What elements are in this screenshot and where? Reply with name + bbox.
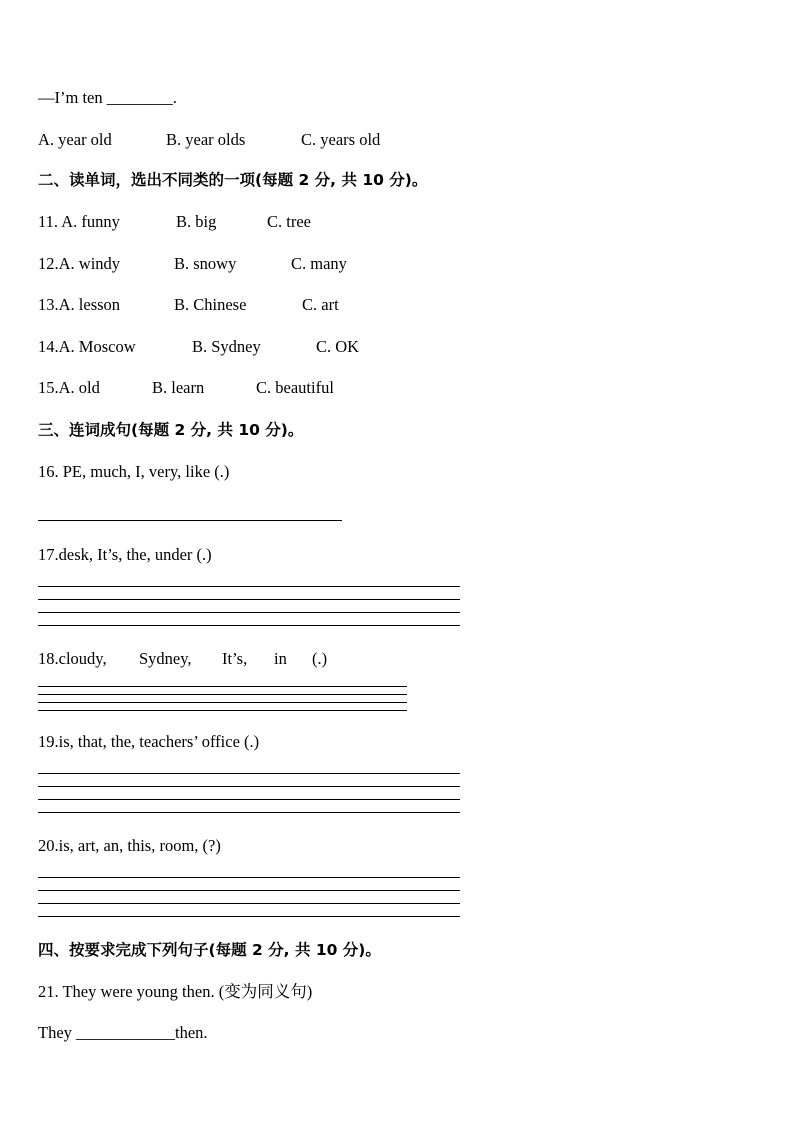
question-15 xyxy=(38,378,334,398)
answer-line xyxy=(38,916,460,917)
option-a: 15.A. old xyxy=(38,378,100,397)
option-c: C. tree xyxy=(267,212,311,231)
question-20: 20.is, art, an, this, room, (?) xyxy=(38,836,221,855)
option-a: 13.A. lesson xyxy=(38,295,121,314)
option-a: 11. A. funny xyxy=(38,212,120,231)
question-14 xyxy=(38,337,359,357)
question-18 xyxy=(38,649,327,669)
answer-line xyxy=(38,586,460,587)
answer-line xyxy=(38,520,342,521)
option-b: B. Chinese xyxy=(174,295,247,314)
answer-line xyxy=(38,812,460,813)
option-c: C. art xyxy=(302,295,339,314)
option-a: 14.A. Moscow xyxy=(38,337,136,356)
section-3-title: 三、连词成句(每题 2 分, 共 10 分)。 xyxy=(38,421,304,439)
question-17: 17.desk, It’s, the, under (.) xyxy=(38,545,212,564)
question-19: 19.is, that, the, teachers’ office (.) xyxy=(38,732,260,751)
answer-line xyxy=(38,773,460,774)
answer-line xyxy=(38,694,407,695)
question-11 xyxy=(38,212,311,232)
word: in xyxy=(274,649,287,668)
option-c: C. beautiful xyxy=(256,378,334,397)
option-c: C. years old xyxy=(301,130,381,149)
option-a: 12.A. windy xyxy=(38,254,121,273)
question-21: 21. They were young then. (变为同义句) xyxy=(38,982,313,1001)
option-b: B. learn xyxy=(152,378,205,397)
answer-line xyxy=(38,903,460,904)
answer-line xyxy=(38,710,407,711)
option-a: A. year old xyxy=(38,130,112,149)
answer-line xyxy=(38,877,460,878)
answer-line xyxy=(38,612,460,613)
word: It’s, xyxy=(222,649,248,668)
question-12 xyxy=(38,254,347,274)
answer-line xyxy=(38,686,407,687)
question-10-options xyxy=(38,130,380,150)
option-b: B. big xyxy=(176,212,217,231)
option-c: C. OK xyxy=(316,337,360,356)
option-b: B. year olds xyxy=(166,130,246,149)
answer-line xyxy=(38,625,460,626)
section-4-title: 四、按要求完成下列句子(每题 2 分, 共 10 分)。 xyxy=(38,941,381,959)
option-b: B. snowy xyxy=(174,254,237,273)
section-2-title: 二、读单词，选出不同类的一项(每题 2 分, 共 10 分)。 xyxy=(38,171,428,189)
question-16: 16. PE, much, I, very, like (.) xyxy=(38,462,230,481)
question-13 xyxy=(38,295,339,315)
answer-line xyxy=(38,890,460,891)
answer-line xyxy=(38,702,407,703)
answer-line xyxy=(38,599,460,600)
question-21-answer: They ____________then. xyxy=(38,1023,208,1042)
answer-line xyxy=(38,799,460,800)
option-b: B. Sydney xyxy=(192,337,261,356)
word: 18.cloudy, xyxy=(38,649,107,668)
question-10-stem: —I’m ten ________. xyxy=(38,88,177,107)
answer-line xyxy=(38,786,460,787)
word: (.) xyxy=(312,649,328,668)
word: Sydney, xyxy=(139,649,192,668)
option-c: C. many xyxy=(291,254,347,273)
